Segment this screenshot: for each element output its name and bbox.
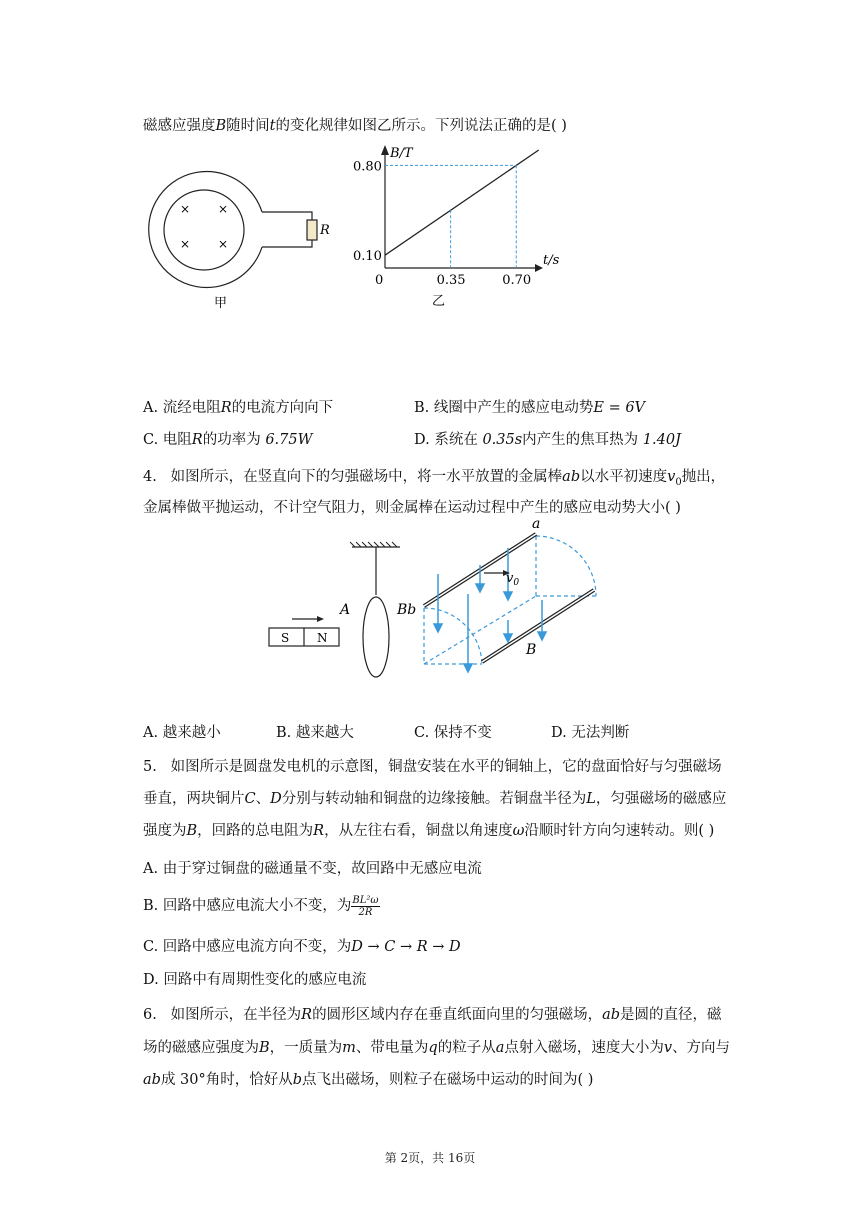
q5-option-a[interactable]: A. 由于穿过铜盘的磁通量不变，故回路中无感应电流 (143, 861, 482, 877)
field-mark: × (180, 237, 191, 251)
magnet-s: S (281, 631, 290, 645)
q6-stem-line1: 6. 如图所示，在半径为R的圆形区域内存在垂直纸面向里的匀强磁场，ab是圆的直径，磁 (143, 1007, 722, 1023)
field-mark: × (218, 202, 229, 216)
q6-stem-line3: ab成 30°角时，恰好从b点飞出磁场，则粒子在磁场中运动的时间为( ) (143, 1072, 594, 1088)
q5-option-d[interactable]: D. 回路中有周期性变化的感应电流 (143, 972, 367, 988)
q4-option-a[interactable]: A. 越来越小 (143, 725, 221, 741)
q4-option-d[interactable]: D. 无法判断 (551, 725, 630, 741)
magnet-n: N (317, 631, 328, 645)
field-b-label: B (526, 642, 537, 658)
y-tick-label: 0.10 (353, 249, 382, 265)
resistor-symbol (307, 220, 317, 240)
point-a-label: a (532, 516, 541, 532)
fraction: $\frac{\text{BL²ω}}{2R}$ (352, 894, 379, 918)
v0-label: $v_0$ (506, 571, 520, 588)
q5-option-b[interactable]: B. 回路中感应电流大小不变，为 $\frac{\text{BL²ω}}{2R}$ (143, 894, 379, 918)
q3-option-b[interactable]: B. 线圈中产生的感应电动势E = 6V (414, 400, 646, 416)
figure-jia (140, 150, 340, 315)
figure-yi-graph (340, 140, 580, 315)
y-axis-arrow (381, 145, 389, 155)
x-axis-label: t/s (543, 253, 560, 268)
ring-a (363, 597, 389, 677)
figure-q4 (260, 510, 620, 685)
q5-option-c[interactable]: C. 回路中感应电流方向不变，为D → C → R → D (143, 939, 461, 955)
q4-option-c[interactable]: C. 保持不变 (414, 725, 492, 741)
ring-label: A (340, 602, 351, 618)
caption-jia: 甲 (214, 296, 228, 311)
q5-stem-line1: 5. 如图所示是圆盘发电机的示意图，铜盘安装在水平的铜轴上，它的盘面恰好与匀强磁场 (143, 759, 722, 775)
q3-option-a[interactable]: A. 流经电阻R的电流方向向下 (143, 400, 334, 416)
q5-stem-line2: 垂直，两块铜片C、D分别与转动轴和铜盘的边缘接触。若铜盘半径为L，匀强磁场的磁感应 (143, 791, 727, 807)
page-footer: 第 2页，共 16页 (384, 1151, 476, 1165)
origin-label: 0 (375, 273, 384, 288)
q4-stem-line1: 4. 如图所示，在竖直向下的匀强磁场中，将一水平放置的金属棒ab以水平初速度$v_0$抛出， (143, 469, 726, 488)
q5-stem-line3: 强度为B，回路的总电阻为R，从左往右看，铜盘以角速度ω沿顺时针方向匀速转动。则( ) (143, 823, 715, 839)
y-tick-label: 0.80 (353, 159, 382, 175)
q3-option-c[interactable]: C. 电阻R的功率为 6.75W (143, 432, 313, 448)
point-bb-label: Bb (397, 602, 417, 618)
q3-option-d[interactable]: D. 系统在 0.35s内产生的焦耳热为 1.40J (414, 432, 681, 448)
resistor-label: R (320, 223, 330, 238)
caption-yi: 乙 (432, 294, 446, 309)
y-axis-label: B/T (390, 146, 413, 161)
q4-option-b[interactable]: B. 越来越大 (276, 725, 354, 741)
q6-stem-line2: 场的磁感应强度为B，一质量为m、带电量为q的粒子从a点射入磁场，速度大小为v、方向与 (143, 1040, 731, 1056)
q3-stem-tail: 磁感应强度B随时间t的变化规律如图乙所示。下列说法正确的是( ) (143, 118, 567, 134)
q4-stem-line2: 金属棒做平抛运动，不计空气阻力，则金属棒在运动过程中产生的感应电动势大小( ) (143, 500, 681, 516)
x-tick-label: 0.35 (436, 273, 466, 288)
x-axis-arrow (535, 264, 543, 272)
field-mark: × (218, 237, 229, 251)
field-mark: × (180, 202, 191, 216)
x-tick-label: 0.70 (502, 273, 532, 288)
